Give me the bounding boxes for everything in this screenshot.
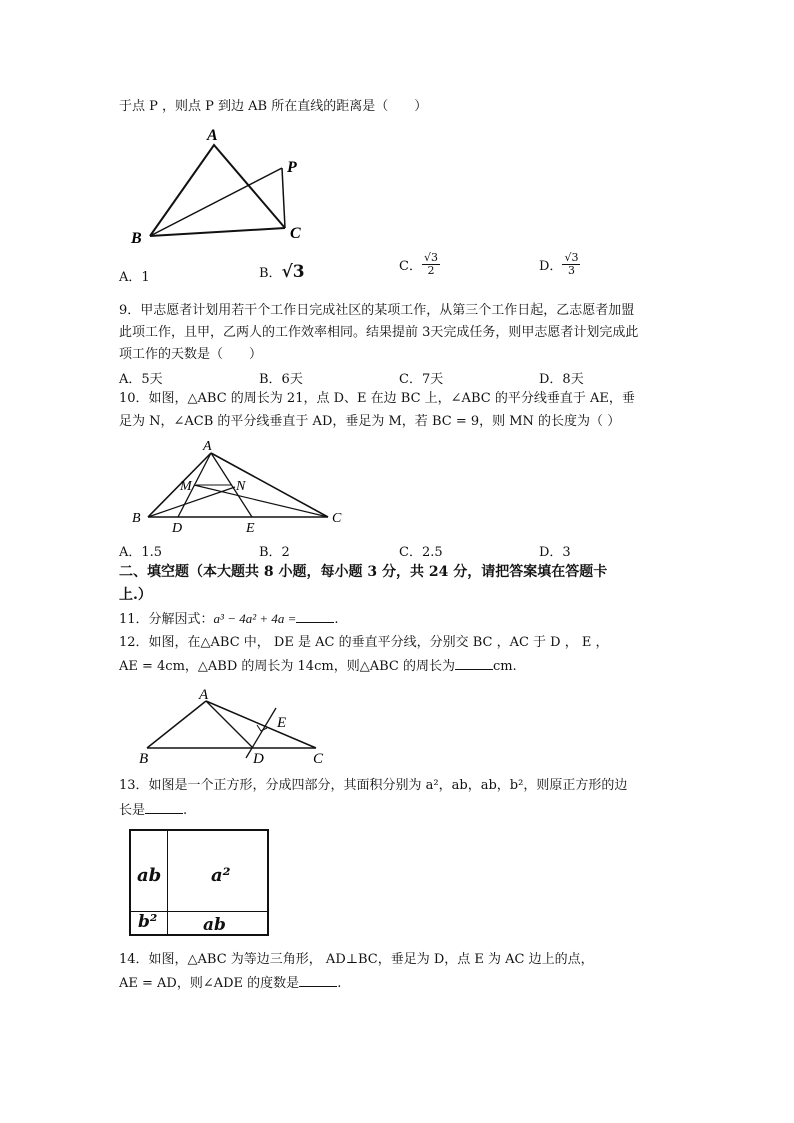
q14-question-line2: AE = AD，则∠ADE 的度数是 . <box>119 976 342 991</box>
q13-question-line1: 13．如图是一个正方形，分成四部分，其面积分别为 a²，ab，ab，b²，则原正方形的边 <box>119 778 628 793</box>
q12-answer-blank[interactable] <box>455 657 493 670</box>
q12-question-line1: 12．如图，在△ABC 中， DE 是 AC 的垂直平分线，分别交 BC ，AC 于 D ， E ， <box>119 635 609 650</box>
q13-answer-blank[interactable] <box>145 801 183 814</box>
q12-question-line2: AE = 4cm，△ABD 的周长为 14cm，则△ABC 的周长为 cm. <box>119 659 517 674</box>
q9-option-c: C．7天 <box>399 372 444 387</box>
section2-heading-line1: 二、填空题（本大题共 8 小题，每小题 3 分，共 24 分，请把答案填在答题卡 <box>119 564 608 580</box>
q10-label-a: A <box>203 439 212 454</box>
q13-cell-b-squared: b² <box>138 912 158 932</box>
q13-square-figure <box>129 829 269 936</box>
q12-label-c: C <box>313 751 324 767</box>
q9-option-b: B．6天 <box>259 372 303 387</box>
q10-label-d: D <box>172 521 183 536</box>
q8-label-b: B <box>131 230 142 247</box>
q10-label-b: B <box>132 511 141 526</box>
q10-label-m: M <box>180 479 192 494</box>
q13-cell-a-squared: a² <box>211 865 231 886</box>
q8-option-b: B．√3 <box>259 262 305 282</box>
q10-option-d: D．3 <box>539 545 571 560</box>
q8-label-p: P <box>287 159 297 176</box>
q14-question-line1: 14．如图，△ABC 为等边三角形， AD⊥BC，垂足为 D，点 E 为 AC 边上的点， <box>119 952 594 967</box>
q8-option-d: D． $\frac{√3}{3}$ <box>539 251 579 277</box>
q11-question: 11．分解因式：a³ − 4a² + 4a = . <box>119 611 339 627</box>
q12-label-e: E <box>277 715 287 731</box>
q12-triangle-figure <box>133 683 333 768</box>
q8-question-text: 于点 P ，则点 P 到边 AB 所在直线的距离是（ ） <box>119 99 428 114</box>
q9-question-line2: 此项工作，且甲，乙两人的工作效率相同。结果提前 3天完成任务，则甲志愿者计划完成此 <box>119 325 639 340</box>
q9-question-line1: 9．甲志愿者计划用若干个工作日完成社区的某项工作，从第三个工作日起，乙志愿者加盟 <box>119 303 635 318</box>
q8-label-c: C <box>290 225 301 242</box>
q14-answer-blank[interactable] <box>299 974 337 987</box>
q9-question-line3: 项工作的天数是（ ） <box>119 347 263 362</box>
q10-option-b: B．2 <box>259 545 290 560</box>
q10-question-line2: 足为 N，∠ACB 的平分线垂直于 AD，垂足为 M，若 BC = 9，则 MN 的长度为（ ） <box>119 414 621 429</box>
q10-question-line1: 10．如图，△ABC 的周长为 21，点 D、E 在边 BC 上，∠ABC 的平分线垂直于 AE，垂 <box>119 391 635 406</box>
q8-option-c: C． $\frac{√3}{2}$ <box>399 251 438 277</box>
q10-triangle-figure <box>128 438 358 536</box>
q9-option-a: A．5天 <box>119 372 163 387</box>
q10-option-c: C．2.5 <box>399 545 443 560</box>
q8-label-a: A <box>207 127 218 144</box>
q10-label-e: E <box>246 521 255 536</box>
q8-triangle-figure <box>125 125 315 250</box>
q12-label-d: D <box>253 751 264 767</box>
q13-question-line2: 长是 . <box>119 803 188 818</box>
q10-option-a: A．1.5 <box>119 545 163 560</box>
q13-cell-ab-left: ab <box>137 865 162 886</box>
q12-label-a: A <box>199 687 209 703</box>
q10-label-c: C <box>332 511 342 526</box>
q10-label-n: N <box>236 479 246 494</box>
section2-heading-line2: 上.） <box>119 587 152 603</box>
q9-option-d: D．8天 <box>539 372 584 387</box>
q12-label-b: B <box>139 751 149 767</box>
q8-option-a: A．1 <box>119 270 150 285</box>
q13-cell-ab-bottom: ab <box>203 915 226 935</box>
q11-answer-blank[interactable] <box>296 610 334 623</box>
